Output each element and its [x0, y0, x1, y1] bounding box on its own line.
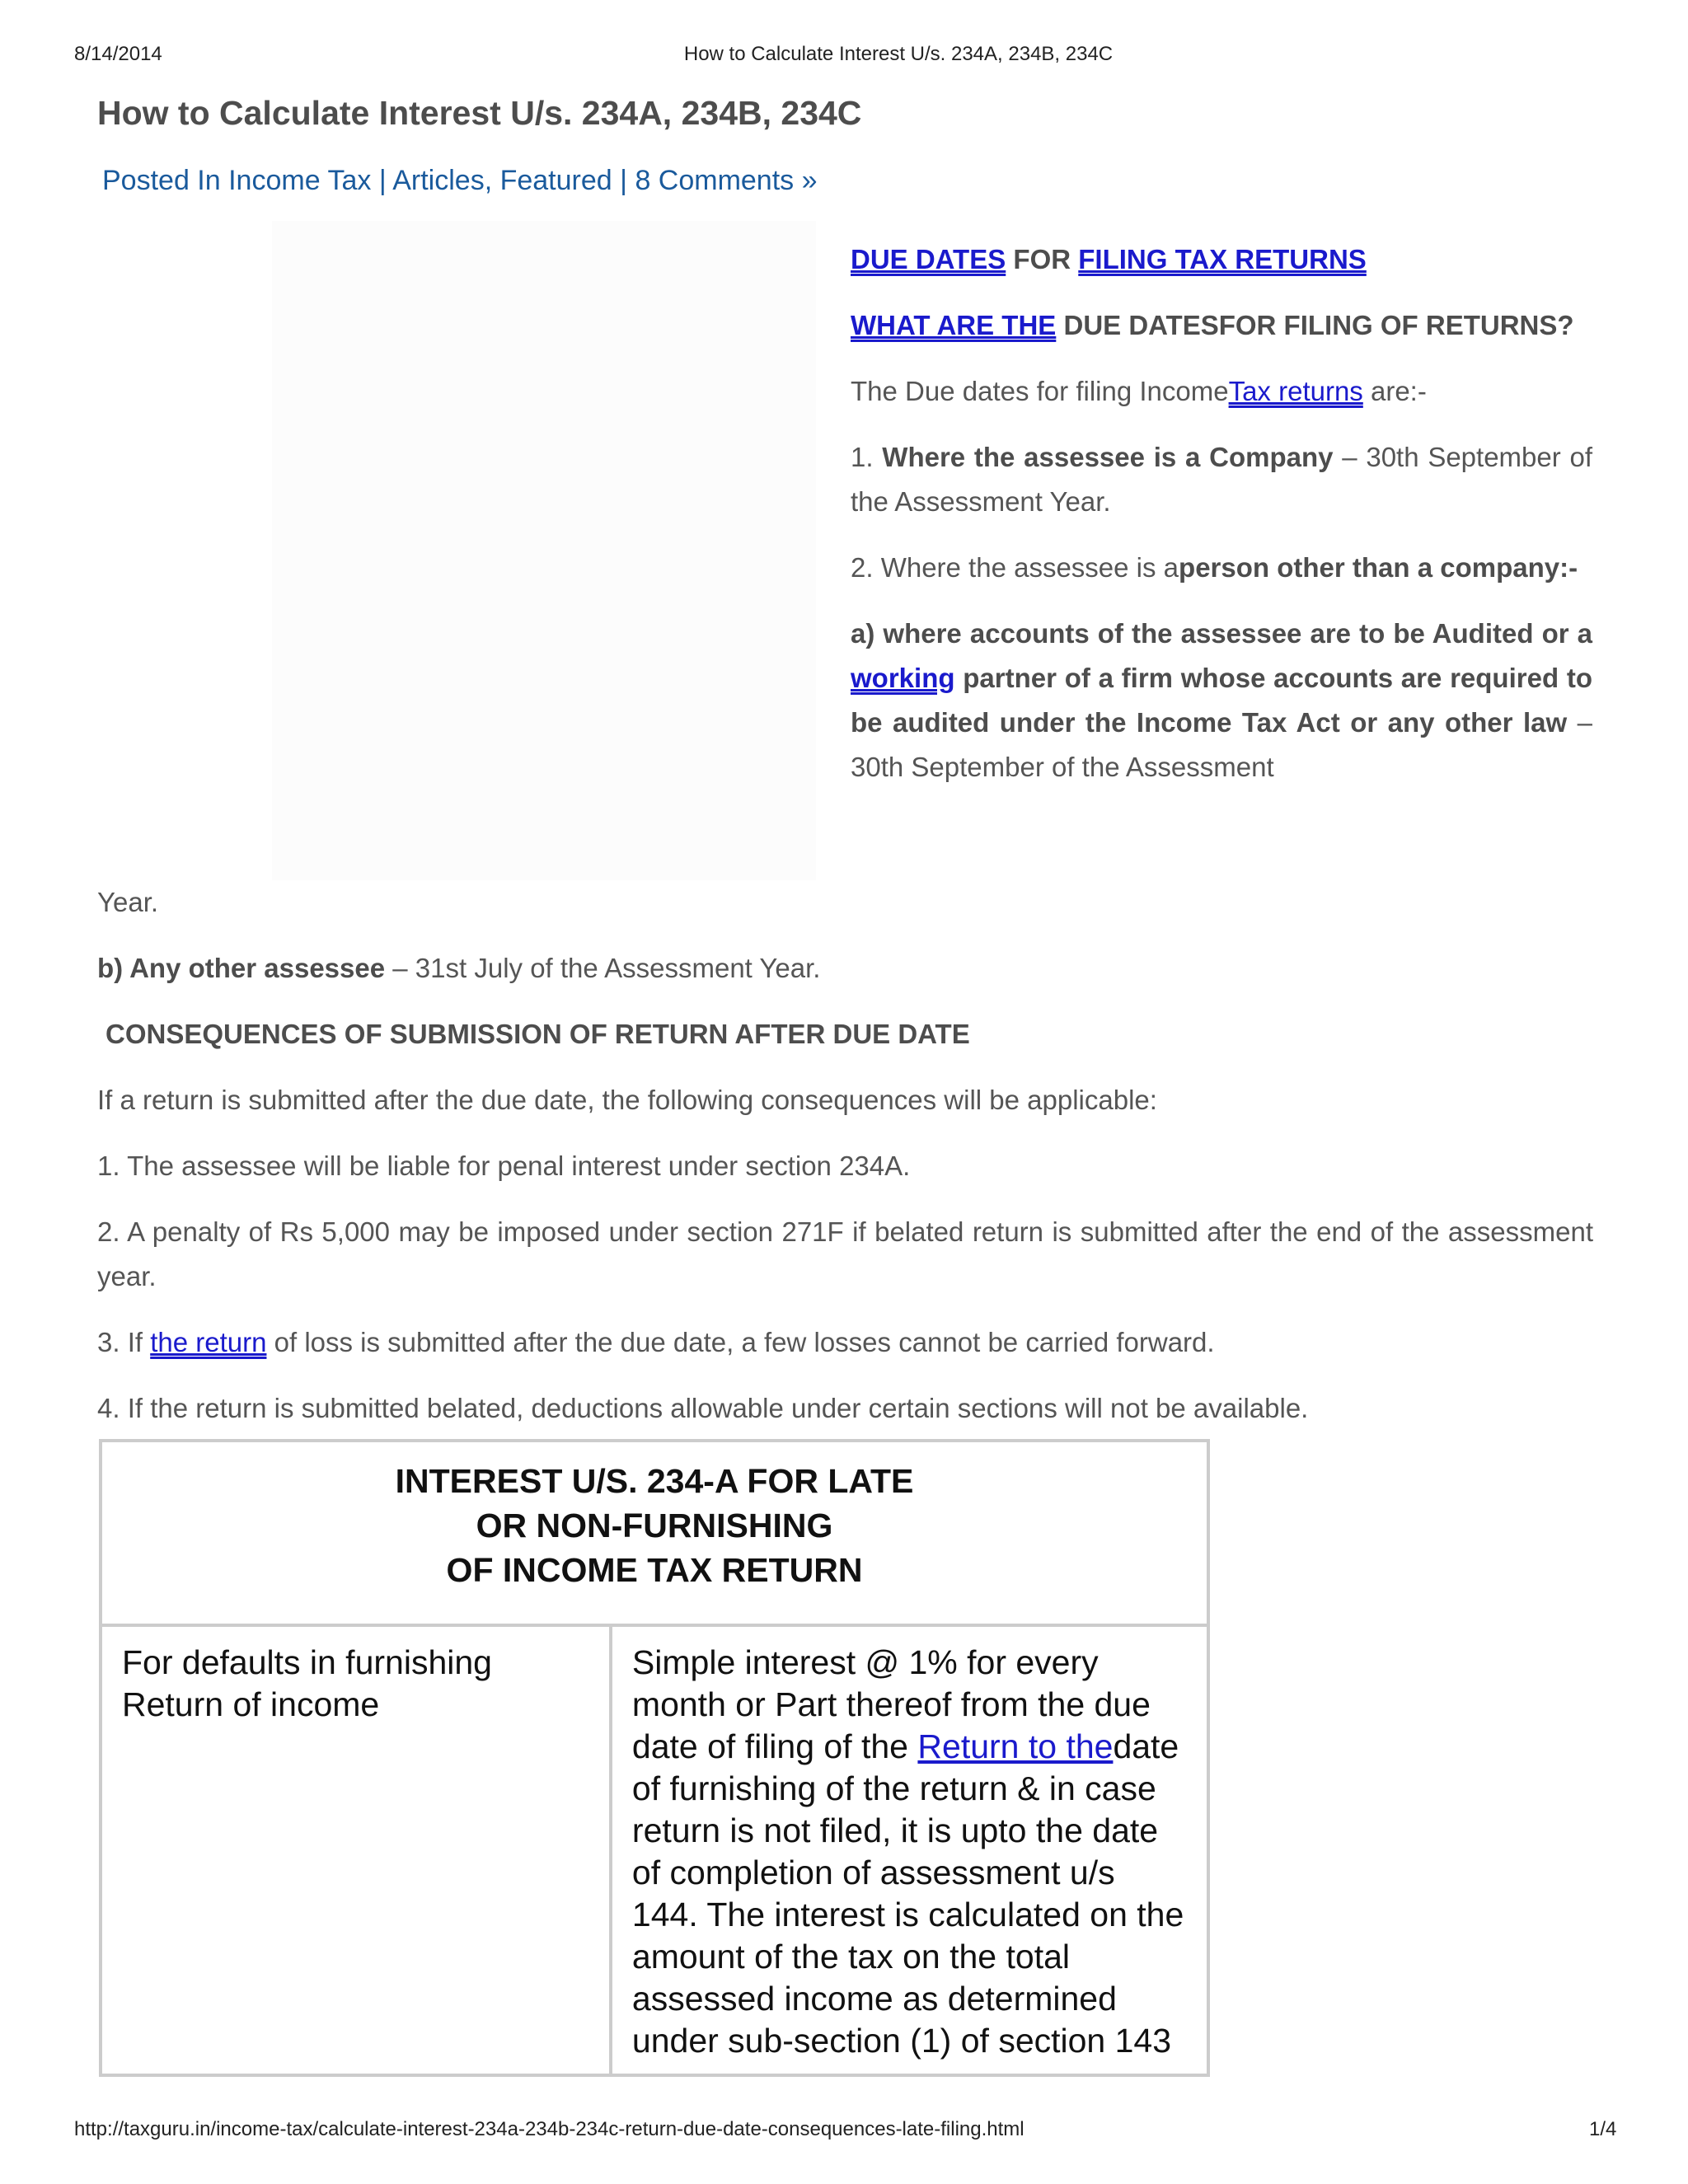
what-are-the-link[interactable]: WHAT ARE THE	[851, 310, 1057, 340]
year-continuation: Year.	[97, 887, 159, 917]
pdf-header	[0, 43, 1688, 71]
non-company-due-date: 2. Where the assessee is aperson other than a company:-	[851, 552, 1578, 583]
table-row	[101, 1625, 1208, 2075]
main-body	[97, 880, 1593, 1452]
consequence-item: 2. A penalty of Rs 5,000 may be imposed under section 271F if belated return is submitted after the end of the assessment year.	[97, 1216, 1593, 1291]
tags-link[interactable]: Articles, Featured	[392, 165, 612, 196]
page-number: 1/4	[1589, 2118, 1617, 2140]
due-dates-heading: DUE DATES FOR FILING TAX RETURNS	[851, 244, 1367, 274]
consequence-item: 3. If the return of loss is submitted after the due date, a few losses cannot be carried forward.	[97, 1327, 1215, 1357]
posted-in-label: Posted In	[102, 165, 221, 196]
table-header-row	[101, 1441, 1208, 1625]
comments-link[interactable]: 8 Comments »	[635, 165, 818, 196]
consequences-heading: CONSEQUENCES OF SUBMISSION OF RETURN AFTER DUE DATE	[106, 1019, 970, 1049]
right-column	[851, 237, 1592, 790]
category-link[interactable]: Income Tax	[228, 165, 372, 196]
table-heading: INTEREST U/S. 234-A FOR LATE OR NON-FURNISHING OF INCOME TAX RETURN	[101, 1441, 1208, 1625]
print-title: How to Calculate Interest U/s. 234A, 234B, 234C	[683, 43, 1114, 65]
what-are-due-dates-heading: WHAT ARE THE DUE DATESFOR FILING OF RETURNS?	[851, 310, 1574, 340]
table-cell-default: For defaults in furnishing Return of income	[101, 1625, 611, 2075]
audited-assessee-item: a) where accounts of the assessee are to be Audited or a working partner of a firm whose accounts are required to be audited under the Income Tax Act or any other law – 30th September of the Assessment	[851, 618, 1593, 782]
consequence-item: 4. If the return is submitted belated, deductions allowable under certain sections will not be available.	[97, 1393, 1309, 1423]
intro-paragraph: The Due dates for filing IncomeTax returns are:-	[851, 376, 1427, 406]
consequence-item: 1. The assessee will be liable for penal interest under section 234A.	[97, 1151, 911, 1181]
print-url: http://taxguru.in/income-tax/calculate-interest-234a-234b-234c-return-due-date-consequences-late-filing.html	[74, 2118, 1025, 2140]
tax-returns-link[interactable]: Tax returns	[1228, 376, 1363, 406]
post-meta	[102, 165, 818, 197]
return-to-the-link[interactable]: Return to the	[917, 1727, 1114, 1765]
interest-234a-table	[99, 1439, 1210, 2077]
company-due-date: 1. Where the assessee is a Company – 30th September of the Assessment Year.	[851, 442, 1593, 517]
print-date: 8/14/2014	[74, 43, 162, 65]
ad-placeholder	[272, 221, 816, 880]
meta-separator: |	[620, 165, 627, 196]
table-cell-interest-rule: Simple interest @ 1% for every month or Part thereof from the due date of filing of the Return to thedate of furnishing of the return & in case return is not filed, it is upto the date of completion of assessment u/s 144. The interest is calculated on the amount of the tax on the total assessed income as determined under sub-section (1) of section 143	[611, 1625, 1208, 2075]
meta-separator: |	[378, 165, 387, 196]
article-title: How to Calculate Interest U/s. 234A, 234B, 234C	[97, 94, 862, 132]
working-link[interactable]: working	[851, 663, 955, 693]
filing-tax-returns-link[interactable]: FILING TAX RETURNS	[1078, 244, 1367, 274]
consequences-intro: If a return is submitted after the due date, the following consequences will be applicable:	[97, 1085, 1157, 1115]
other-assessee-item: b) Any other assessee – 31st July of the Assessment Year.	[97, 953, 821, 983]
due-dates-link[interactable]: DUE DATES	[851, 244, 1006, 274]
the-return-link[interactable]: the return	[150, 1327, 267, 1357]
